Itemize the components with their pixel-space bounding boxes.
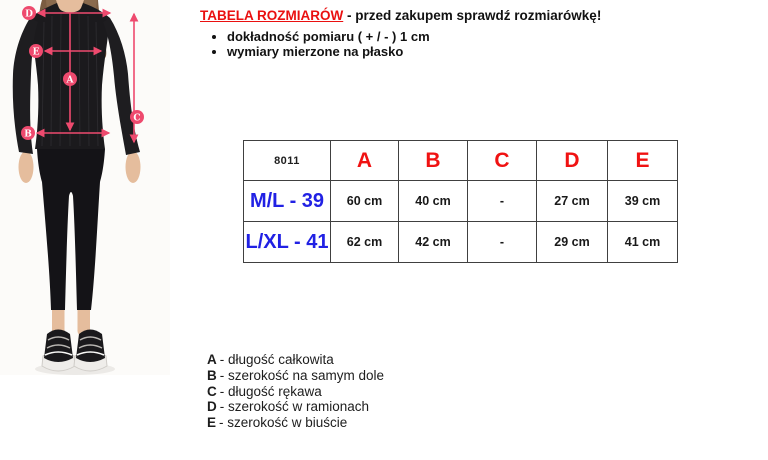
- svg-text:E: E: [32, 47, 40, 58]
- size-label: M/L - 39: [244, 181, 331, 222]
- model-photo: [0, 0, 170, 375]
- column-header-e: E: [608, 141, 678, 181]
- note-item: • dokładność pomiaru ( + / - ) 1 cm: [227, 30, 601, 45]
- svg-text:A: A: [66, 75, 74, 86]
- svg-text:D: D: [25, 9, 33, 20]
- legend-item: [207, 368, 384, 384]
- value-cell: 62 cm: [331, 222, 399, 263]
- table-row: [244, 181, 678, 222]
- size-label: L/XL - 41: [244, 222, 331, 263]
- product-code: 8011: [244, 141, 331, 181]
- legend-item: [207, 415, 384, 431]
- legend-desc: - długość rękawa: [219, 383, 322, 399]
- column-header-a: A: [331, 141, 399, 181]
- value-cell: 27 cm: [537, 181, 608, 222]
- legend-key: B: [207, 367, 217, 383]
- marker-e-icon: [29, 44, 43, 58]
- legend-key: C: [207, 383, 217, 399]
- header-block: [200, 8, 601, 59]
- value-cell: -: [468, 222, 537, 263]
- size-table: [243, 140, 678, 263]
- svg-text:C: C: [133, 113, 141, 124]
- legend-key: E: [207, 415, 217, 431]
- value-cell: -: [468, 181, 537, 222]
- marker-a-icon: [63, 72, 77, 86]
- value-cell: 40 cm: [399, 181, 468, 222]
- column-header-c: C: [468, 141, 537, 181]
- note-item: • wymiary mierzone na płasko: [227, 45, 601, 60]
- value-cell: 39 cm: [608, 181, 678, 222]
- legend-desc: - szerokość w biuście: [219, 415, 348, 431]
- table-header-row: [244, 141, 678, 181]
- page-title: [200, 8, 601, 23]
- marker-c-icon: [130, 110, 144, 124]
- legend-desc: - szerokość na samym dole: [219, 367, 385, 383]
- value-cell: 41 cm: [608, 222, 678, 263]
- legend-desc: - szerokość w ramionach: [219, 399, 370, 415]
- value-cell: 29 cm: [537, 222, 608, 263]
- column-header-d: D: [537, 141, 608, 181]
- value-cell: 42 cm: [399, 222, 468, 263]
- svg-text:B: B: [24, 129, 32, 140]
- legend-key: A: [207, 352, 217, 367]
- value-cell: 60 cm: [331, 181, 399, 222]
- legend-desc: - długość całkowita: [219, 352, 334, 367]
- legend-item: [207, 352, 384, 368]
- notes-list: [200, 30, 601, 59]
- measurement-legend: [207, 352, 384, 431]
- title-highlight: TABELA ROZMIARÓW: [200, 8, 344, 23]
- legend-key: D: [207, 399, 217, 415]
- legend-item: [207, 399, 384, 415]
- marker-b-icon: [21, 126, 35, 140]
- title-subtext: - przed zakupem sprawdź rozmiarówkę!: [347, 8, 602, 23]
- marker-d-icon: [22, 6, 36, 20]
- table-row: [244, 222, 678, 263]
- column-header-b: B: [399, 141, 468, 181]
- legend-item: [207, 384, 384, 400]
